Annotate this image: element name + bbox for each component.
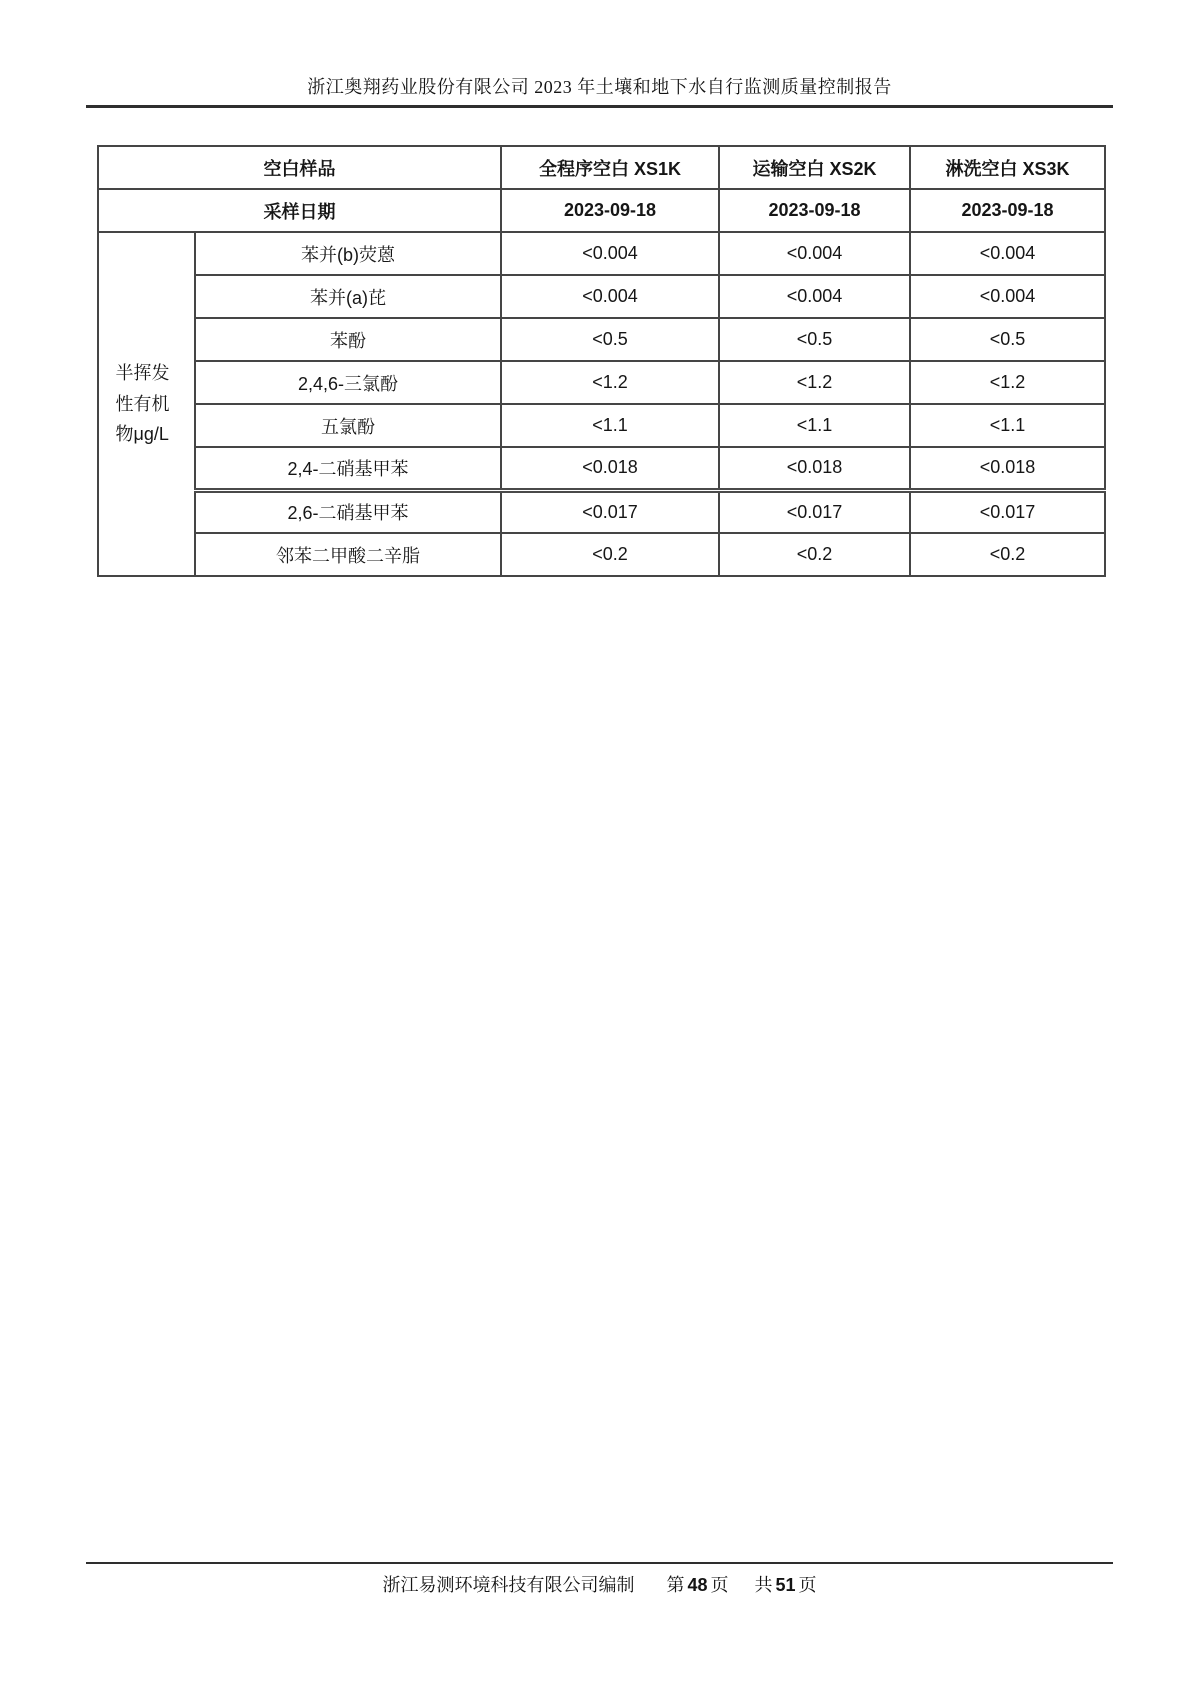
value-cell: <0.5 [501, 318, 719, 361]
sampling-date-value-cell: 2023-09-18 [719, 189, 910, 232]
table-row [98, 404, 1105, 447]
footer-publisher: 浙江易测环境科技有限公司编制 [382, 1575, 635, 1595]
value-cell: <0.004 [719, 275, 910, 318]
value-cell: <0.017 [719, 490, 910, 533]
value-cell: <0.2 [719, 533, 910, 576]
table-row [98, 447, 1105, 490]
sampling-date-label-cell: 采样日期 [98, 189, 501, 232]
parameter-cell: 苯并(a)芘 [195, 275, 501, 318]
value-cell: <0.5 [719, 318, 910, 361]
parameter-cell: 2,4,6-三氯酚 [195, 361, 501, 404]
parameter-cell: 2,6-二硝基甲苯 [195, 490, 501, 533]
parameter-cell: 苯并(b)荧蒽 [195, 232, 501, 275]
category-label: 半挥发性有机物μg/L [115, 363, 170, 445]
parameter-cell: 2,4-二硝基甲苯 [195, 447, 501, 490]
table-header-row [98, 146, 1105, 189]
value-cell: <0.2 [910, 533, 1105, 576]
header-divider [86, 105, 1113, 108]
value-cell: <0.018 [910, 447, 1105, 490]
table-row [98, 533, 1105, 576]
sampling-date-row [98, 189, 1105, 232]
value-cell: <0.5 [910, 318, 1105, 361]
parameter-cell: 邻苯二甲酸二辛脂 [195, 533, 501, 576]
footer-page-number: 第 48 页 [666, 1575, 729, 1595]
footer-total-pages: 共 51 页 [754, 1575, 817, 1595]
value-cell: <0.004 [910, 275, 1105, 318]
value-cell: <0.004 [501, 275, 719, 318]
value-cell: <1.2 [501, 361, 719, 404]
value-cell: <0.004 [719, 232, 910, 275]
value-cell: <0.017 [910, 490, 1105, 533]
parameter-cell: 苯酚 [195, 318, 501, 361]
sampling-date-value-cell: 2023-09-18 [501, 189, 719, 232]
table-row [98, 232, 1105, 275]
footer-divider [86, 1562, 1113, 1564]
value-cell: <0.018 [719, 447, 910, 490]
value-cell: <1.1 [910, 404, 1105, 447]
value-cell: <1.2 [719, 361, 910, 404]
value-cell: <1.1 [719, 404, 910, 447]
column-header-xs1k: 全程序空白 XS1K [501, 146, 719, 189]
value-cell: <1.2 [910, 361, 1105, 404]
table-row [98, 275, 1105, 318]
value-cell: <0.004 [910, 232, 1105, 275]
value-cell: <0.2 [501, 533, 719, 576]
table-row [98, 318, 1105, 361]
table-row [98, 361, 1105, 404]
value-cell: <1.1 [501, 404, 719, 447]
parameter-cell: 五氯酚 [195, 404, 501, 447]
value-cell: <0.017 [501, 490, 719, 533]
value-cell: <0.018 [501, 447, 719, 490]
table-row [98, 490, 1105, 533]
sampling-date-value-cell: 2023-09-18 [910, 189, 1105, 232]
blank-sample-corner-cell: 空白样品 [98, 146, 501, 189]
page-footer [0, 1573, 1199, 1597]
blank-sample-qc-table [97, 145, 1106, 577]
report-title: 浙江奥翔药业股份有限公司 2023 年土壤和地下水自行监测质量控制报告 [307, 77, 892, 97]
column-header-xs2k: 运输空白 XS2K [719, 146, 910, 189]
value-cell: <0.004 [501, 232, 719, 275]
column-header-xs3k: 淋洗空白 XS3K [910, 146, 1105, 189]
category-cell [98, 232, 195, 576]
